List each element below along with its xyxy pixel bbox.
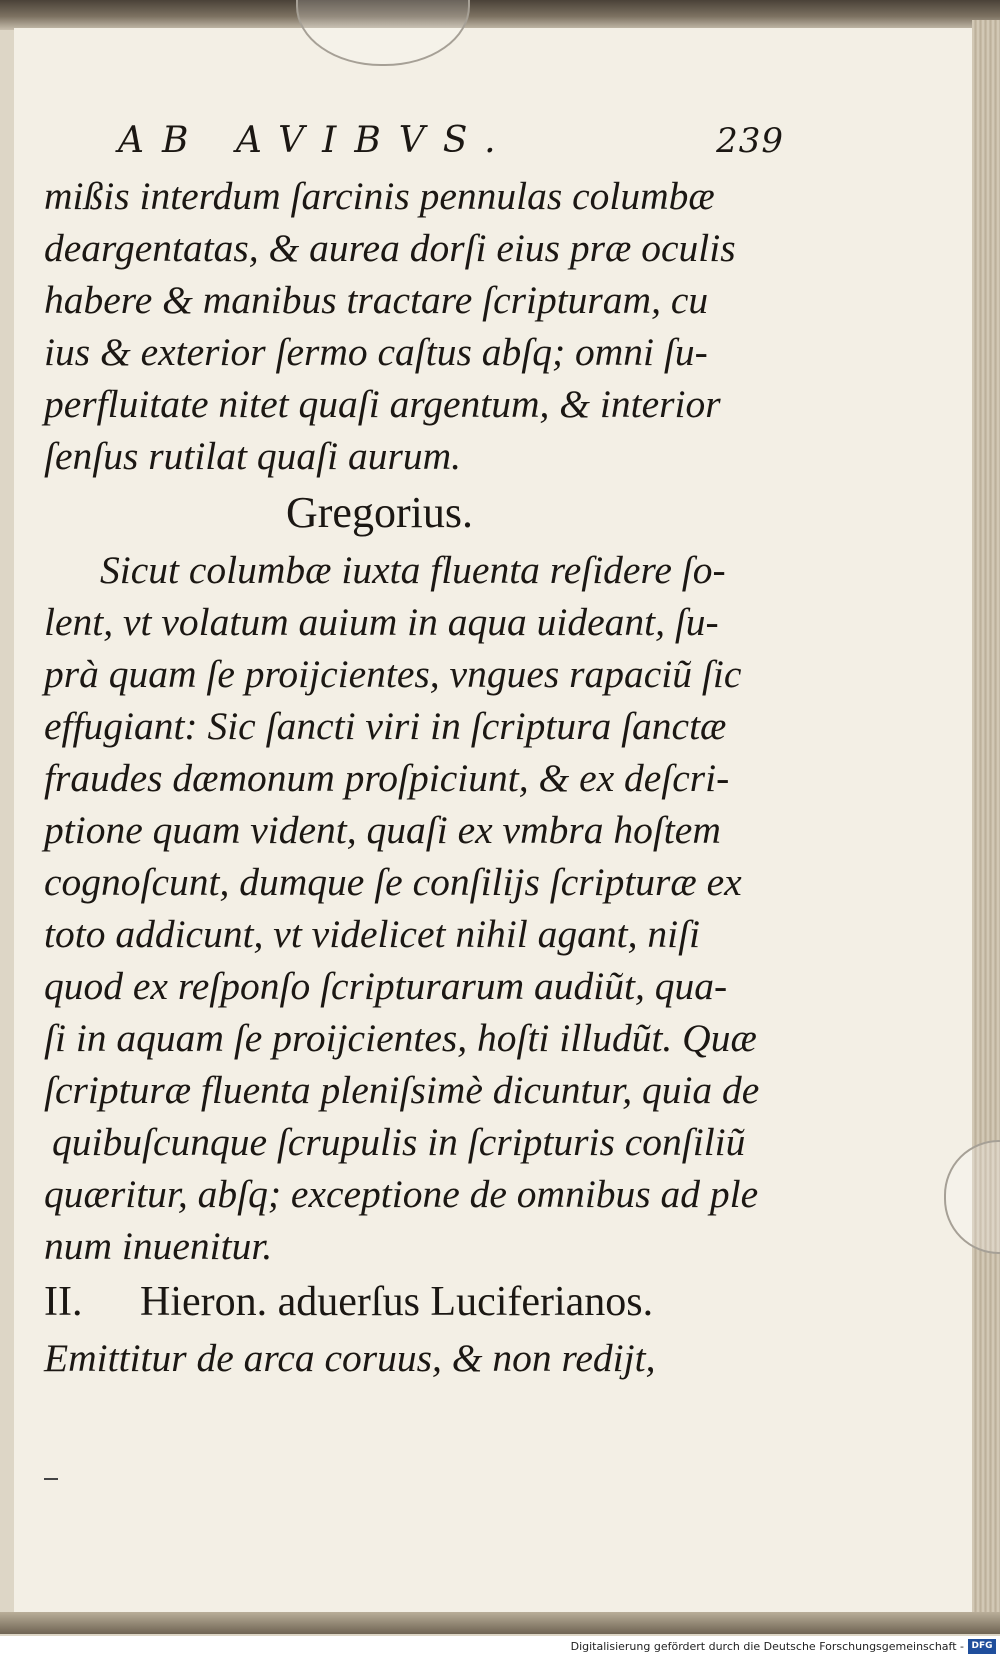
text-line: ſi in aquam ſe proijcientes, hoſti illudũt. Quæ xyxy=(44,1016,757,1060)
text-line: prà quam ſe proijcientes, vngues rapaciũ ſic xyxy=(44,652,742,696)
text-line: quod ex reſponſo ſcripturarum audiũt, qua- xyxy=(44,964,728,1008)
section-title xyxy=(44,1272,784,1332)
running-header xyxy=(44,120,784,170)
text-line: quæritur, abſq; exceptione de omnibus ad ple xyxy=(44,1172,759,1216)
paragraph-1 xyxy=(44,170,784,482)
page-text xyxy=(44,120,784,1384)
section-number: II. xyxy=(44,1279,83,1325)
text-line: fraudes dæmonum proſpiciunt, & ex deſcri- xyxy=(44,756,730,800)
text-line: ius & exterior ſermo caſtus abſq; omni ſu- xyxy=(44,330,708,374)
text-line: lent, vt volatum auium in aqua uideant, ſu- xyxy=(44,600,719,644)
text-line: perfluitate nitet quaſi argentum, & interior xyxy=(44,382,721,426)
text-line: ſenſus rutilat quaſi aurum. xyxy=(44,434,461,478)
dfg-logo: DFG xyxy=(968,1639,996,1654)
paragraph-2 xyxy=(44,544,784,1272)
book-fore-edge xyxy=(972,20,1000,1630)
book-bottom-edge xyxy=(0,1612,1000,1634)
footer-credit: Digitalisierung gefördert durch die Deutsche Forschungsgemeinschaft - xyxy=(570,1640,964,1653)
section-heading: Gregorius. xyxy=(286,488,473,537)
running-title: AB AVIBVS. xyxy=(118,120,514,161)
text-line: cognoſcunt, dumque ſe conſilijs ſcripturæ ex xyxy=(44,860,742,904)
text-line: quibuſcunque ſcrupulis in ſcripturis conſiliũ xyxy=(52,1120,746,1164)
text-line: mißis interdum ſarcinis pennulas columbæ xyxy=(44,174,715,218)
text-line: ptione quam vident, quaſi ex vmbra hoſtem xyxy=(44,808,721,852)
book-top-edge xyxy=(0,0,1000,30)
section-title-text: Hieron. aduerſus Luciferianos. xyxy=(140,1279,654,1325)
margin-mark xyxy=(44,1478,58,1480)
text-line: ſcripturæ fluenta pleniſsimè dicuntur, quia de xyxy=(44,1068,760,1112)
text-line: Sicut columbæ iuxta fluenta reſidere ſo- xyxy=(100,548,726,592)
text-line: toto addicunt, vt videlicet nihil agant, niſi xyxy=(44,912,701,956)
text-line: deargentatas, & aurea dorſi eius præ oculis xyxy=(44,226,736,270)
text-line: num inuenitur. xyxy=(44,1224,273,1268)
text-line: habere & manibus tractare ſcripturam, cu xyxy=(44,278,709,322)
page-number: 239 xyxy=(716,121,784,161)
text-line: Emittitur de arca coruus, & non redijt, xyxy=(44,1336,656,1380)
text-line: effugiant: Sic ſancti viri in ſcriptura ſanctæ xyxy=(44,704,727,748)
digitization-footer xyxy=(0,1636,1000,1658)
